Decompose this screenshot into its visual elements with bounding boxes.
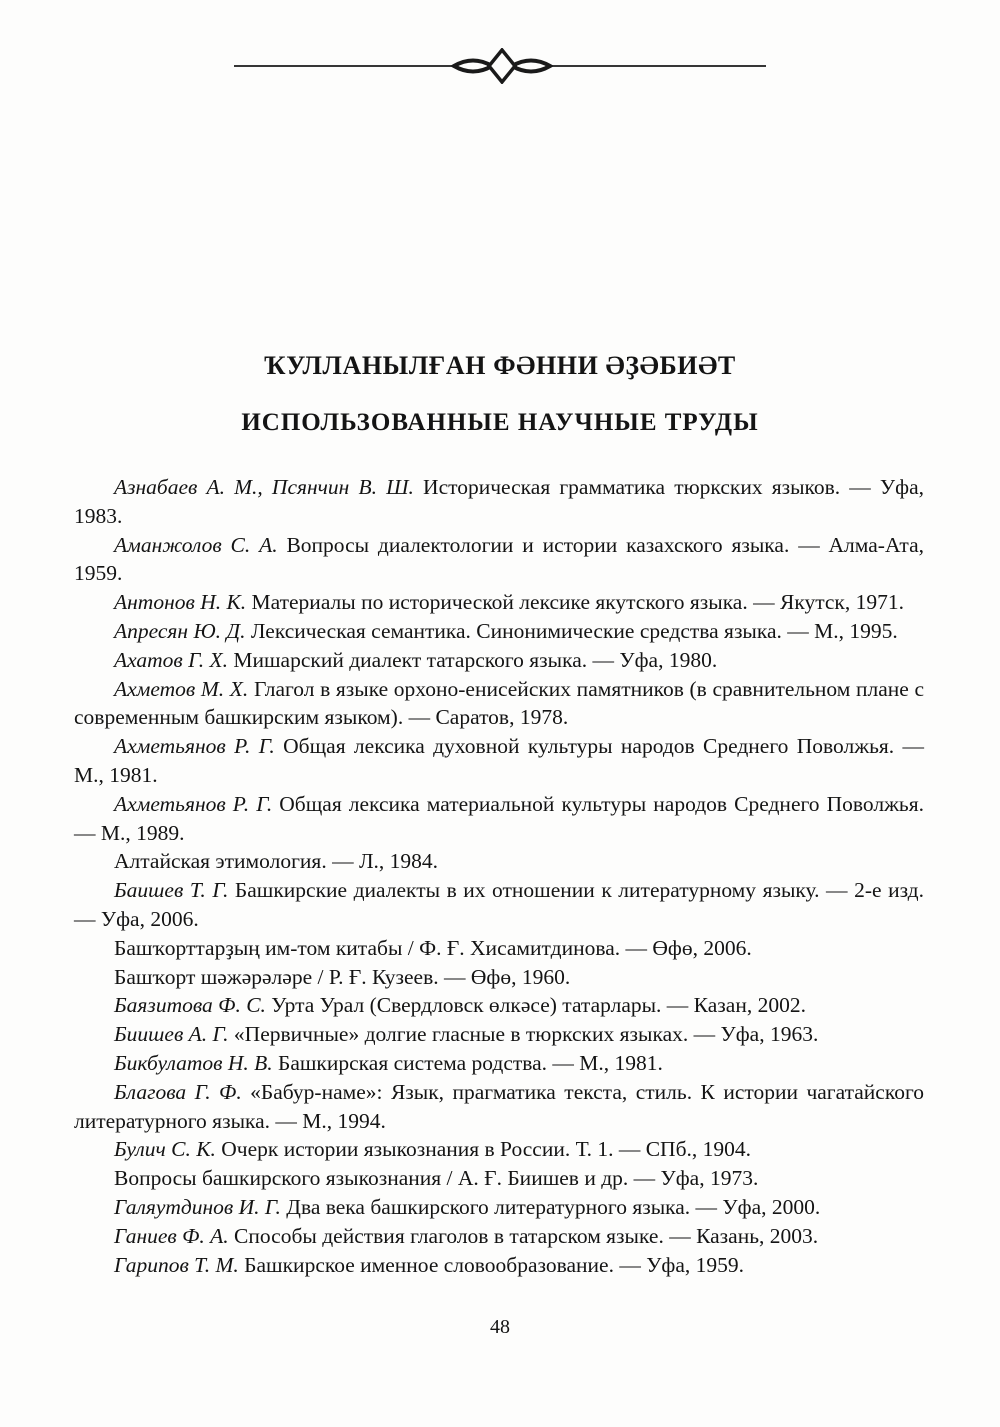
bibliography-list [74, 473, 924, 1279]
entry-author: Бикбулатов Н. В. [114, 1050, 278, 1075]
bibliography-entry: Башҡорттарҙың им-том китабы / Ф. Ғ. Хисамитдинова. — Өфө, 2006. [114, 935, 752, 960]
entry-author: Апресян Ю. Д. [114, 618, 251, 643]
entry-author: Ахметов М. Х. [114, 676, 254, 701]
bibliography-entry: Бикбулатов Н. В. Башкирская система родства. — М., 1981. [114, 1050, 663, 1075]
entry-author: Баязитова Ф. С. [114, 993, 272, 1018]
bibliography-entry: Башҡорт шәжәрәләре / Р. Ғ. Кузеев. — Өфө, 1960. [114, 964, 571, 989]
bibliography-entry: Ахметьянов Р. Г. Общая лексика материальной культуры народов Среднего Поволжья. — М., 1989. [74, 791, 924, 845]
entry-author: Благова Г. Ф. [114, 1079, 251, 1104]
entry-author: Ахатов Г. Х. [114, 647, 234, 672]
bibliography-entry: Гарипов Т. М. Башкирское именное словообразование. — Уфа, 1959. [114, 1252, 745, 1277]
entry-author: Ахметьянов Р. Г. [114, 791, 280, 816]
entry-author: Антонов Н. К. [114, 590, 252, 615]
bibliography-entry: Ганиев Ф. А. Способы действия глаголов в татарском языке. — Казань, 2003. [114, 1223, 819, 1248]
entry-author: Гарипов Т. М. [114, 1252, 245, 1277]
bibliography-entry: Алтайская этимология. — Л., 1984. [114, 849, 439, 874]
bibliography-entry: Ахметьянов Р. Г. Общая лексика духовной культуры народов Среднего Поволжья. — М., 1981. [74, 734, 924, 787]
entry-author: Булич С. К. [114, 1137, 222, 1162]
bibliography-entry: Аманжолов С. А. Вопросы диалектологии и истории казахского языка. — Алма-Ата, 1959. [74, 532, 924, 586]
bibliography-entry: Антонов Н. К. Материалы по исторической лексике якутского языка. — Якутск, 1971. [114, 590, 904, 615]
bibliography-entry: Биишев А. Г. «Первичные» долгие гласные в тюркских языках. — Уфа, 1963. [114, 1022, 819, 1047]
entry-author: Аманжолов С. А. [114, 532, 287, 557]
bibliography-entry: Азнабаев А. М., Псянчин В. Ш. Историческая грамматика тюркских языков. — Уфа, 1983. [74, 475, 924, 528]
bibliography-entry: Баишев Т. Г. Башкирские диалекты в их отношении к литературному языку. — 2-е изд. — Уфа, 2006. [74, 878, 924, 931]
entry-author: Баишев Т. Г. [114, 878, 235, 903]
lens-diamond-ornament-icon [234, 48, 766, 84]
bibliography-entry: Ахатов Г. Х. Мишарский диалект татарского языка. — Уфа, 1980. [114, 647, 718, 672]
bibliography-entry: Галяутдинов И. Г. Два века башкирского литературного языка. — Уфа, 2000. [114, 1194, 821, 1219]
bibliography-entry: Апресян Ю. Д. Лексическая семантика. Синонимические средства языка. — М., 1995. [114, 618, 898, 643]
page-title-russian: ИСПОЛЬЗОВАННЫЕ НАУЧНЫЕ ТРУДЫ [241, 409, 759, 436]
entry-author: Ахметьянов Р. Г. [114, 734, 284, 759]
section-divider [0, 48, 1000, 89]
bibliography-entry: Баязитова Ф. С. Урта Урал (Свердловск өлкәсе) татарлары. — Казан, 2002. [114, 993, 806, 1018]
page-number: 48 [490, 1316, 510, 1338]
bibliography-entry: Вопросы башкирского языкознания / А. Ғ. Биишев и др. — Уфа, 1973. [114, 1166, 759, 1191]
entry-author: Галяутдинов И. Г. [114, 1194, 287, 1219]
bibliography-entry: Благова Г. Ф. «Бабур-наме»: Язык, прагматика текста, стиль. К истории чагатайского литературного языка. — М., 1994. [74, 1079, 924, 1133]
bibliography-entry: Ахметов М. Х. Глагол в языке орхоно-енисейских памятников (в сравнительном плане с современным башкирским языком). — Саратов, 1978. [74, 676, 924, 730]
page-title-bashkir: ҠУЛЛАНЫЛҒАН ФӘННИ ӘҘӘБИӘТ [264, 351, 736, 380]
entry-author: Азнабаев А. М., Псянчин В. Ш. [114, 475, 424, 499]
entry-author: Биишев А. Г. [114, 1022, 234, 1047]
entry-author: Ганиев Ф. А. [114, 1223, 235, 1248]
bibliography-entry: Булич С. К. Очерк истории языкознания в России. Т. 1. — СПб., 1904. [114, 1137, 752, 1162]
